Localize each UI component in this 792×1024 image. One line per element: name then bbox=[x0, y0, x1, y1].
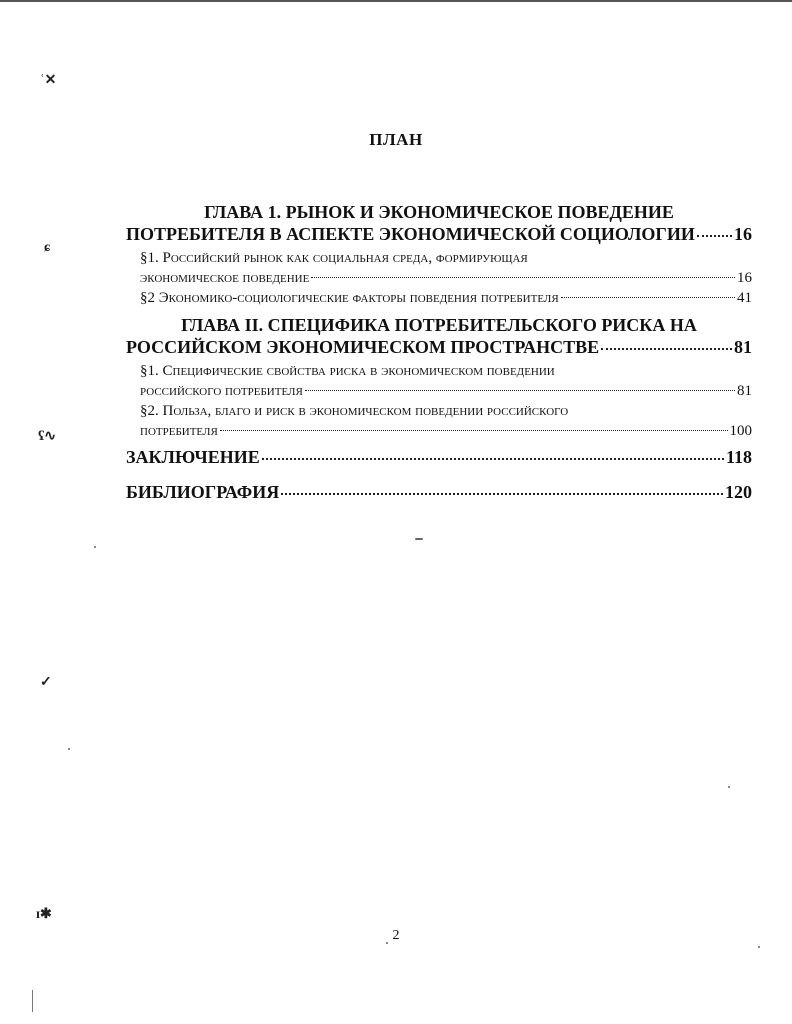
section-2-1-line1: §1. Специфические свойства риска в экономическом поведении bbox=[140, 363, 555, 379]
scan-speck bbox=[415, 538, 423, 540]
conclusion-label: ЗАКЛЮЧЕНИЕ bbox=[126, 447, 260, 467]
bibliography-label: БИБЛИОГРАФИЯ bbox=[126, 482, 280, 502]
section-2-1-entry-row[interactable] bbox=[126, 381, 752, 401]
section-1-2-entry-row[interactable] bbox=[126, 288, 752, 308]
toc-section-1-2[interactable] bbox=[126, 288, 752, 308]
section-1-1-entry-row[interactable] bbox=[126, 268, 752, 288]
scan-speck bbox=[728, 786, 730, 788]
toc-conclusion[interactable] bbox=[126, 446, 752, 468]
section-2-2-entry-row[interactable] bbox=[126, 421, 752, 441]
section-1-1-page: 16 bbox=[737, 270, 752, 286]
chapter-1-page: 16 bbox=[734, 224, 752, 244]
dot-leader bbox=[561, 297, 735, 298]
page-title: ПЛАН bbox=[369, 130, 423, 149]
chapter-2-entry-row[interactable] bbox=[126, 336, 752, 358]
toc-section-1-1[interactable] bbox=[126, 248, 752, 288]
bibliography-page: 120 bbox=[725, 482, 752, 502]
section-1-2-page: 41 bbox=[737, 290, 752, 306]
toc-bibliography[interactable] bbox=[126, 481, 752, 503]
section-2-2-line2: потребителя bbox=[140, 423, 218, 439]
dot-leader bbox=[262, 458, 724, 460]
dot-leader bbox=[601, 348, 732, 350]
chapter-1-heading-line1: ГЛАВА 1. РЫНОК И ЭКОНОМИЧЕСКОЕ ПОВЕДЕНИЕ bbox=[204, 202, 674, 222]
scan-mark: ʕ∿ bbox=[38, 429, 56, 444]
scan-speck bbox=[758, 946, 760, 948]
scan-edge-mark bbox=[32, 990, 33, 1012]
dot-leader bbox=[697, 235, 732, 237]
section-1-1-line1: §1. Российский рынок как социальная среда, формирующая bbox=[140, 250, 528, 266]
chapter-2-page: 81 bbox=[734, 337, 752, 357]
dot-leader bbox=[311, 277, 735, 278]
section-2-1-page: 81 bbox=[737, 383, 752, 399]
toc-section-2-1[interactable] bbox=[126, 361, 752, 401]
scan-mark: ʿ✕ bbox=[40, 73, 57, 88]
scan-speck bbox=[94, 546, 96, 548]
dot-leader bbox=[305, 390, 735, 391]
section-2-2-page: 100 bbox=[729, 423, 752, 439]
dot-leader bbox=[220, 430, 728, 431]
conclusion-page: 118 bbox=[725, 447, 752, 467]
bibliography-entry-row[interactable] bbox=[126, 481, 752, 503]
section-1-1-line2: экономическое поведение bbox=[140, 270, 310, 286]
section-2-1-line2: российского потребителя bbox=[140, 383, 303, 399]
scan-mark: ɪ✱ bbox=[36, 907, 52, 922]
chapter-2-heading-line1: ГЛАВА II. СПЕЦИФИКА ПОТРЕБИТЕЛЬСКОГО РИСКА НА bbox=[181, 315, 697, 335]
section-2-2-line1: §2. Польза, благо и риск в экономическом поведении российского bbox=[140, 403, 569, 419]
chapter-1-entry-row[interactable] bbox=[126, 223, 752, 245]
scan-mark: ɕ bbox=[44, 240, 51, 255]
page-number: 2 bbox=[392, 928, 400, 943]
scan-speck bbox=[68, 748, 70, 750]
toc-chapter-1[interactable] bbox=[126, 201, 752, 245]
dot-leader bbox=[281, 493, 723, 495]
toc-section-2-2[interactable] bbox=[126, 401, 752, 441]
chapter-2-heading-line2: РОССИЙСКОМ ЭКОНОМИЧЕСКОМ ПРОСТРАНСТВЕ bbox=[126, 337, 600, 357]
toc-chapter-2[interactable] bbox=[126, 314, 752, 358]
chapter-1-heading-line2: ПОТРЕБИТЕЛЯ В АСПЕКТЕ ЭКОНОМИЧЕСКОЙ СОЦИОЛОГИИ bbox=[126, 224, 695, 244]
conclusion-entry-row[interactable] bbox=[126, 446, 752, 468]
section-1-2-line1: §2 Экономико-социологические факторы поведения потребителя bbox=[140, 290, 559, 306]
scan-edge-line bbox=[0, 0, 792, 5]
scan-mark: ✓ bbox=[40, 675, 52, 690]
